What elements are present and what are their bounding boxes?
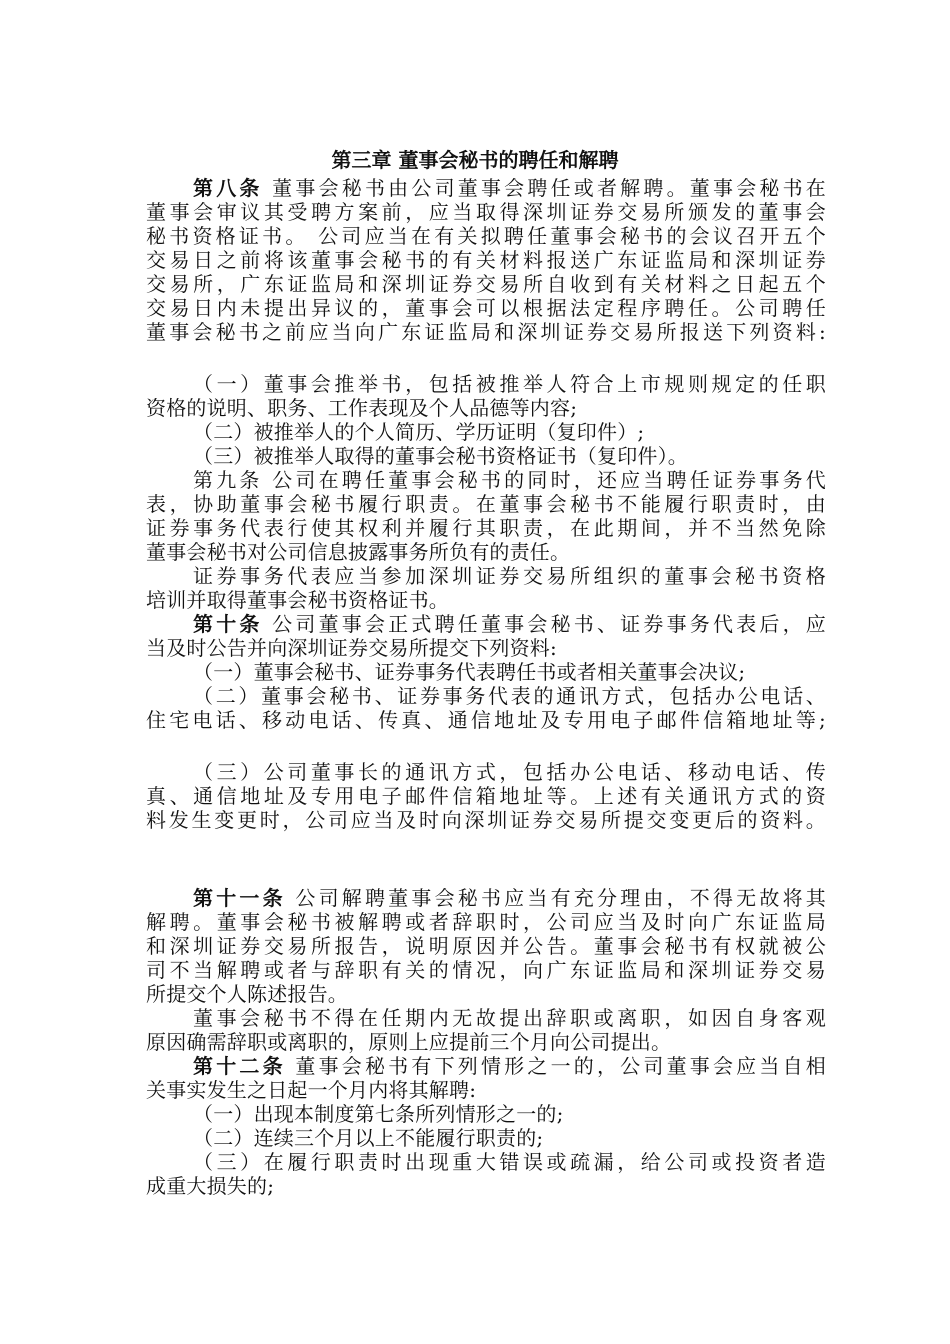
article-8-line: 交易日内未提出异议的，董事会可以根据法定程序聘任。公司聘任 (146, 296, 826, 320)
list-item-line: （三）公司董事长的通讯方式，包括办公电话、移动电话、传 (193, 760, 826, 784)
article-9-line: 董事会秘书对公司信息披露事务所负有的责任。 (146, 540, 571, 564)
list-item-line: （二）连续三个月以上不能履行职责的; (193, 1126, 544, 1150)
list-item-line: （三）被推举人取得的董事会秘书资格证书（复印件）。 (193, 444, 688, 468)
list-item-line: （一）出现本制度第七条所列情形之一的; (193, 1102, 564, 1126)
list-item-line: 资格的说明、职务、工作表现及个人品德等内容; (146, 396, 578, 420)
article-10-heading: 第十条 (193, 612, 263, 636)
list-item-line: （三）在履行职责时出现重大错误或疏漏，给公司或投资者造 (193, 1150, 826, 1174)
article-9-line: 培训并取得董事会秘书资格证书。 (146, 588, 449, 612)
article-8-line: 董事会秘书之前应当向广东证监局和深圳证券交易所报送下列资料: (146, 320, 826, 344)
article-8-heading: 第八条 (193, 176, 263, 200)
article-8-line: 交易日之前将该董事会秘书的有关材料报送广东证监局和深圳证券 (146, 248, 826, 272)
article-9-line: 证券事务代表应当参加深圳证券交易所组织的董事会秘书资格 (193, 564, 826, 588)
list-item-line: （二）董事会秘书、证券事务代表的通讯方式，包括办公电话、 (193, 684, 826, 708)
article-10-line: 第十条 公司董事会正式聘任董事会秘书、证券事务代表后，应 (193, 612, 826, 636)
article-11-line: 第十一条 公司解聘董事会秘书应当有充分理由，不得无故将其 (193, 886, 826, 910)
article-11-line: 原因确需辞职或离职的，原则上应提前三个月向公司提出。 (146, 1030, 672, 1054)
article-12-line: 第十二条 董事会秘书有下列情形之一的，公司董事会应当自相 (193, 1054, 826, 1078)
article-8-line: 董事会审议其受聘方案前，应当取得深圳证券交易所颁发的董事会 (146, 200, 826, 224)
article-11-line: 和深圳证券交易所报告，说明原因并公告。董事会秘书有权就被公 (146, 934, 826, 958)
list-item-line: 真、通信地址及专用电子邮件信箱地址等。上述有关通讯方式的资 (146, 784, 826, 808)
list-item-line: 住宅电话、移动电话、传真、通信地址及专用电子邮件信箱地址等; (146, 708, 826, 732)
article-8-line: 交易所，广东证监局和深圳证券交易所自收到有关材料之日起五个 (146, 272, 826, 296)
list-item-line: 成重大损失的; (146, 1174, 275, 1198)
article-9-line: 第九条 公司在聘任董事会秘书的同时，还应当聘任证券事务代 (193, 468, 826, 492)
article-8-line: 第八条 董事会秘书由公司董事会聘任或者解聘。董事会秘书在 (193, 176, 826, 200)
article-11-line: 所提交个人陈述报告。 (146, 982, 348, 1006)
article-9-line: 证券事务代表行使其权利并履行其职责，在此期间，并不当然免除 (146, 516, 826, 540)
chapter-title: 第三章 董事会秘书的聘任和解聘 (331, 148, 619, 172)
list-item-line: 料发生变更时，公司应当及时向深圳证券交易所提交变更后的资料。 (146, 808, 826, 832)
list-item-line: （一）董事会秘书、证券事务代表聘任书或者相关董事会决议; (193, 660, 746, 684)
list-item-line: （二）被推举人的个人简历、学历证明（复印件）; (193, 420, 645, 444)
article-10-line: 当及时公告并向深圳证券交易所提交下列资料: (146, 636, 557, 660)
article-11-heading: 第十一条 (193, 886, 286, 910)
article-11-line: 司不当解聘或者与辞职有关的情况，向广东证监局和深圳证券交易 (146, 958, 826, 982)
article-8-line: 秘书资格证书。 公司应当在有关拟聘任董事会秘书的会议召开五个 (146, 224, 826, 248)
article-12-line: 关事实发生之日起一个月内将其解聘: (146, 1078, 477, 1102)
list-item-line: （一）董事会推举书，包括被推举人符合上市规则规定的任职 (193, 372, 826, 396)
article-12-heading: 第十二条 (193, 1054, 286, 1078)
article-11-line: 解聘。董事会秘书被解聘或者辞职时，公司应当及时向广东证监局 (146, 910, 826, 934)
article-11-line: 董事会秘书不得在任期内无故提出辞职或离职，如因自身客观 (193, 1006, 826, 1030)
article-9-line: 表，协助董事会秘书履行职责。在董事会秘书不能履行职责时，由 (146, 492, 826, 516)
